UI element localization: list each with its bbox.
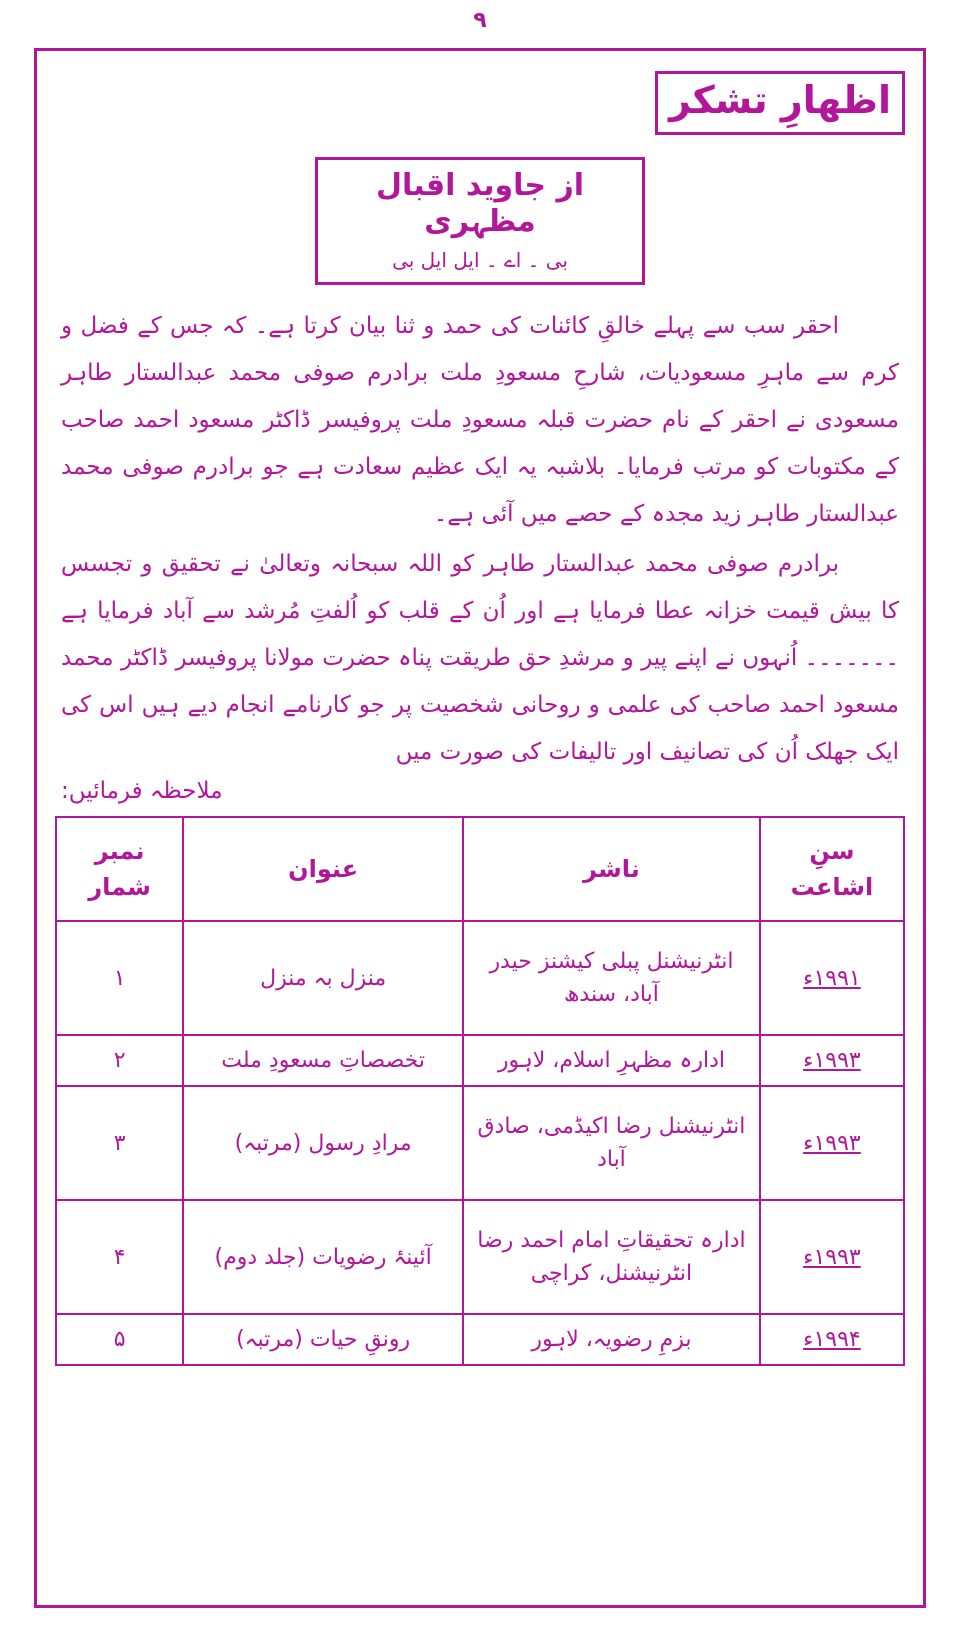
cell-title: آئینۂ رضویات (جلد دوم)	[183, 1200, 463, 1314]
column-header-title: عنوان	[183, 817, 463, 921]
cell-title: مرادِ رسول (مرتبہ)	[183, 1086, 463, 1200]
cell-publisher: ادارہ تحقیقاتِ امام احمد رضا انٹرنیشنل، کراچی	[463, 1200, 760, 1314]
column-header-year: سنِ اشاعت	[760, 817, 904, 921]
cell-title: رونقِ حیات (مرتبہ)	[183, 1314, 463, 1365]
cell-serial: ۵	[56, 1314, 183, 1365]
page-title: اظهارِ تشکر	[669, 78, 891, 122]
cell-title: تخصصاتِ مسعودِ ملت	[183, 1035, 463, 1086]
cell-publisher: بزمِ رضویہ، لاہور	[463, 1314, 760, 1365]
author-degree: بی ۔ اے ۔ ایل ایل بی	[392, 247, 568, 272]
table-row	[56, 1314, 904, 1365]
paragraph-2: برادرم صوفی محمد عبدالستار طاہر کو اللہ سبحانہ وتعالیٰ نے تحقیق و تجسس کا بیش قیمت خزانہ عطا فرمایا ہے اور اُن کے قلب کو اُلفتِ مُرشد سے آباد فرمایا ہے ۔۔۔۔۔۔۔ اُنہوں نے اپنے پیر و مرشدِ حق طریقت پناہ حضرت مولانا پروفیسر ڈاکٹر محمد مسعود احمد صاحب کی علمی و روحانی شخصیت پر جو کارنامے انجام دیے ہیں اس کی ایک جھلک اُن کی تصانیف اور تالیفات کی صورت میں	[61, 550, 899, 766]
cell-publisher: انٹرنیشنل رضا اکیڈمی، صادق آباد	[463, 1086, 760, 1200]
table-row	[56, 921, 904, 1035]
cell-serial: ۳	[56, 1086, 183, 1200]
cell-serial: ۴	[56, 1200, 183, 1314]
table-row	[56, 1200, 904, 1314]
table-header-row	[56, 817, 904, 921]
body-text	[55, 303, 905, 776]
cell-title: منزل بہ منزل	[183, 921, 463, 1035]
page-number: ۹	[473, 8, 487, 33]
cell-serial: ۲	[56, 1035, 183, 1086]
cell-year: ۱۹۹۳ء	[760, 1200, 904, 1314]
cell-publisher: ادارہ مظہرِ اسلام، لاہور	[463, 1035, 760, 1086]
table-row	[56, 1086, 904, 1200]
cell-serial: ۱	[56, 921, 183, 1035]
cell-publisher: انٹرنیشنل پبلی کیشنز حیدر آباد، سندھ	[463, 921, 760, 1035]
table-row	[56, 1035, 904, 1086]
cell-year: ۱۹۹۳ء	[760, 1086, 904, 1200]
author-name: از جاوید اقبال مظہری	[375, 167, 585, 239]
title-box	[655, 71, 905, 135]
column-header-publisher: ناشر	[463, 817, 760, 921]
paragraph-1: احقر سب سے پہلے خالقِ کائنات کی حمد و ثنا بیان کرتا ہے۔ کہ جس کے فضل و کرم سے ماہرِ مسعودیات، شارحِ مسعودِ ملت برادرم صوفی محمد عبدالستار طاہر مسعودی نے احقر کے نام حضرت قبلہ مسعودِ ملت پروفیسر ڈاکٹر مسعود احمد صاحب کے مکتوبات کو مرتب فرمایا۔ بلاشبہ یہ ایک عظیم سعادت ہے جو برادرم صوفی محمد عبدالستار طاہر زید مجدہ کے حصے میں آئی ہے۔	[61, 312, 899, 528]
cell-year: ۱۹۹۴ء	[760, 1314, 904, 1365]
column-header-serial: نمبر شمار	[56, 817, 183, 921]
publications-table	[55, 816, 905, 1366]
author-box	[315, 157, 645, 285]
page-frame	[34, 48, 926, 1608]
closing-line: ملاحظہ فرمائیں:	[61, 778, 223, 805]
cell-year: ۱۹۹۳ء	[760, 1035, 904, 1086]
cell-year: ۱۹۹۱ء	[760, 921, 904, 1035]
